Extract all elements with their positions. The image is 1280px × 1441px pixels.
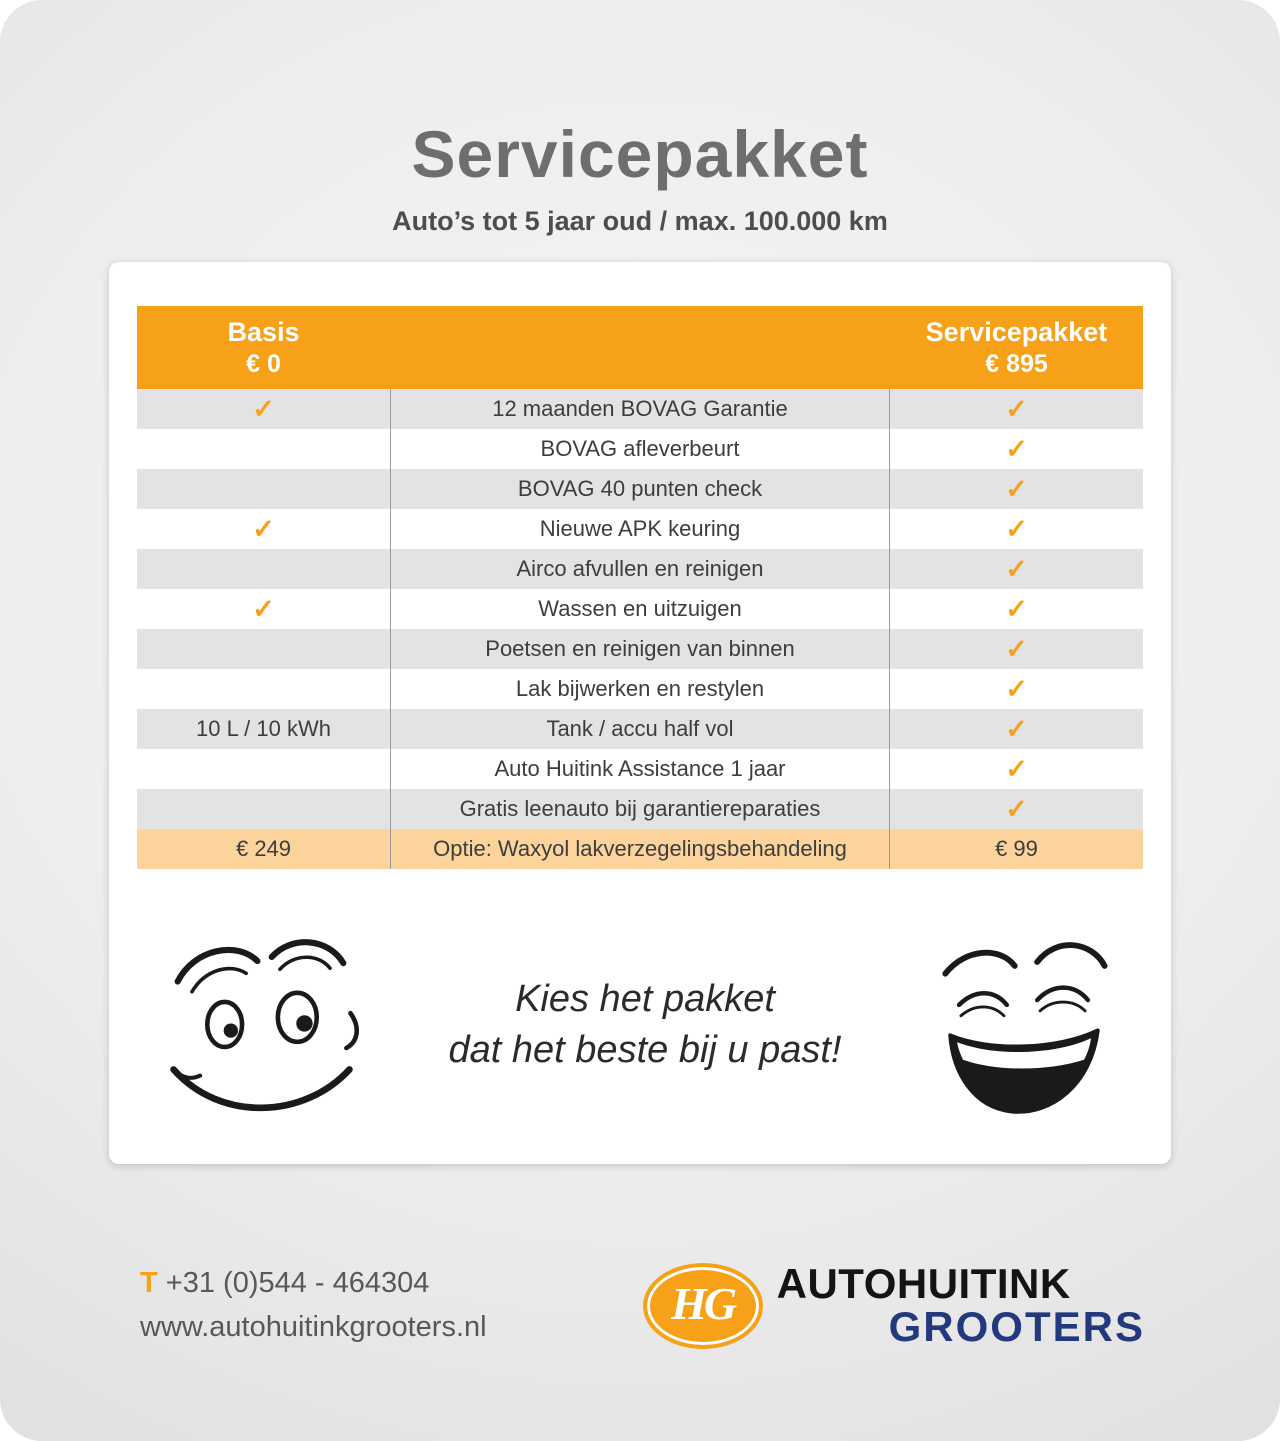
page-title: Servicepakket [411, 117, 869, 191]
basis-cell: 10 L / 10 kWh [196, 716, 331, 741]
table-body [137, 389, 1143, 869]
page-subtitle: Auto’s tot 5 jaar oud / max. 100.000 km [392, 206, 888, 236]
comparison-table [137, 306, 1143, 869]
service-cell: ✓ [1005, 673, 1028, 704]
happy-face-illustration [149, 918, 374, 1133]
basis-cell [137, 469, 390, 509]
hg-logo [643, 1263, 763, 1349]
website: www.autohuitinkgrooters.nl [140, 1310, 487, 1343]
basis-cell: ✓ [252, 393, 275, 424]
header-spacer [390, 306, 890, 389]
phone-label: T [140, 1267, 166, 1299]
feature-label: BOVAG 40 punten check [390, 469, 890, 509]
footer [140, 1259, 1145, 1350]
basis-cell [137, 749, 390, 789]
basis-cell: € 249 [235, 836, 292, 861]
servicepakket-price: € 895 [985, 349, 1048, 378]
basis-title: Basis [227, 316, 300, 347]
basis-price: € 0 [246, 349, 281, 378]
service-cell: ✓ [1005, 633, 1028, 664]
basis-cell [137, 429, 390, 469]
table-row [137, 629, 1143, 669]
basis-header [137, 306, 390, 389]
feature-label: BOVAG afleverbeurt [390, 429, 890, 469]
feature-label: Nieuwe APK keuring [390, 509, 890, 549]
brand-block [643, 1259, 1145, 1350]
brand-word-auto: AUTO [776, 1259, 897, 1307]
feature-label: Optie: Waxyol lakverzegelingsbehandeling [390, 829, 890, 869]
brand-word-huitink: HUITINK [896, 1259, 1071, 1307]
phone-line [140, 1262, 487, 1306]
basis-cell [137, 629, 390, 669]
service-cell: ✓ [1005, 793, 1028, 824]
basis-cell [137, 669, 390, 709]
comparison-card [109, 262, 1171, 1164]
feature-label: Lak bijwerken en restylen [390, 669, 890, 709]
service-cell: € 99 [995, 836, 1038, 861]
service-cell: ✓ [1005, 753, 1028, 784]
service-cell: ✓ [1005, 513, 1028, 544]
choose-section [149, 910, 1131, 1140]
laughing-face-illustration [916, 918, 1131, 1133]
servicepakket-header [890, 306, 1143, 389]
feature-label: Wassen en uitzuigen [390, 589, 890, 629]
basis-cell [137, 549, 390, 589]
service-cell: ✓ [1005, 713, 1028, 744]
table-row [137, 789, 1143, 829]
tagline-line2: dat het beste bij u past! [448, 1029, 842, 1071]
contact-block [140, 1262, 487, 1349]
table-row [137, 429, 1143, 469]
service-cell: ✓ [1005, 553, 1028, 584]
basis-cell [137, 789, 390, 829]
basis-cell: ✓ [252, 513, 275, 544]
phone-number: +31 (0)544 - 464304 [165, 1267, 430, 1299]
feature-label: 12 maanden BOVAG Garantie [390, 389, 890, 429]
service-cell: ✓ [1005, 593, 1028, 624]
table-row [137, 509, 1143, 549]
service-cell: ✓ [1005, 393, 1028, 424]
service-cell: ✓ [1005, 473, 1028, 504]
table-row [137, 469, 1143, 509]
feature-label: Poetsen en reinigen van binnen [390, 629, 890, 669]
brand-line1 [776, 1259, 1145, 1307]
service-cell: ✓ [1005, 433, 1028, 464]
table-row [137, 749, 1143, 789]
feature-label: Auto Huitink Assistance 1 jaar [390, 749, 890, 789]
brand-text [776, 1259, 1145, 1350]
table-header [137, 306, 1143, 389]
servicepakket-title: Servicepakket [925, 316, 1108, 347]
basis-cell: ✓ [252, 593, 275, 624]
feature-label: Airco afvullen en reinigen [390, 549, 890, 589]
feature-label: Tank / accu half vol [390, 709, 890, 749]
tagline [374, 974, 916, 1077]
table-row [137, 549, 1143, 589]
hg-monogram: HG [671, 1278, 735, 1329]
table-row [137, 669, 1143, 709]
table-row [137, 589, 1143, 629]
table-row [137, 829, 1143, 869]
table-row [137, 389, 1143, 429]
brand-word-grooters: GROOTERS [888, 1302, 1145, 1350]
feature-label: Gratis leenauto bij garantiereparaties [390, 789, 890, 829]
table-row [137, 709, 1143, 749]
tagline-line1: Kies het pakket [515, 977, 775, 1020]
